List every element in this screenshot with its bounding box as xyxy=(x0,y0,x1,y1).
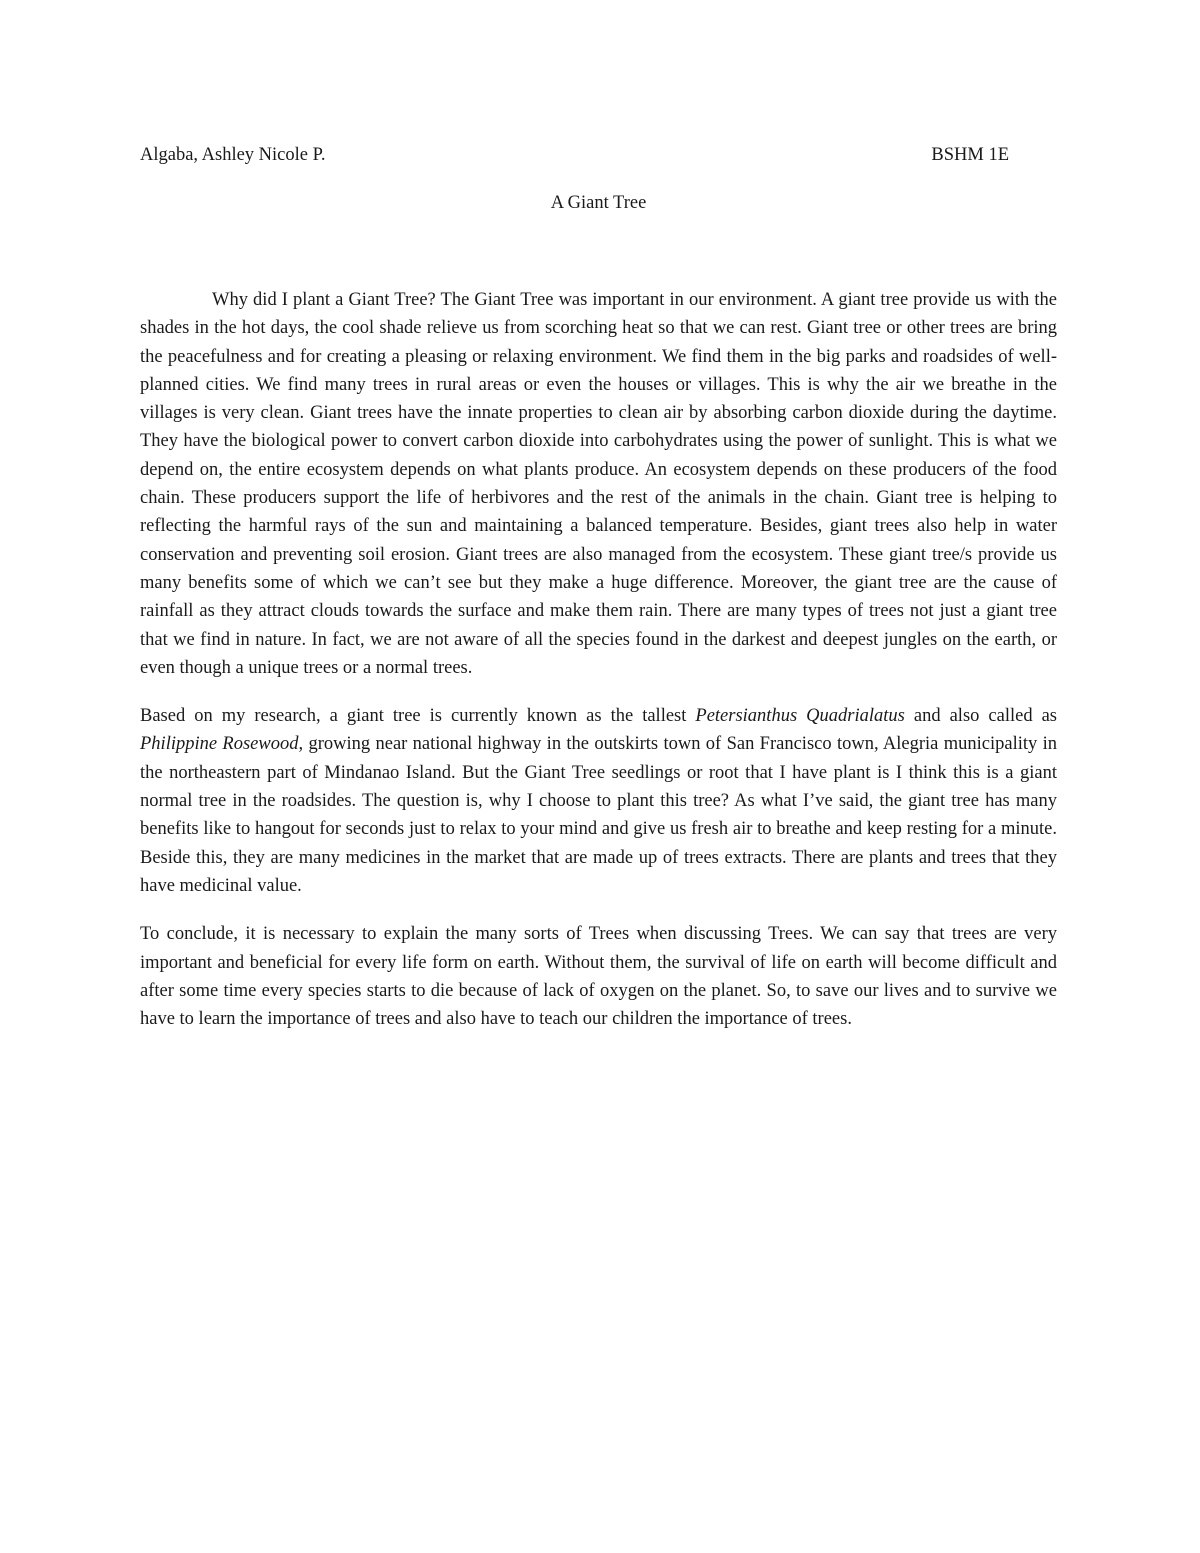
document-page xyxy=(140,142,1057,1053)
scientific-name: Petersianthus Quadrialatus xyxy=(695,706,905,727)
paragraph-1 xyxy=(140,286,1057,682)
paragraph-2-text-a: Based on my research, a giant tree is currently known as the tallest xyxy=(140,706,696,727)
author-name: Algaba, Ashley Nicole P. xyxy=(140,145,326,165)
paragraph-2-text-b: and also called as xyxy=(904,706,1057,727)
document-title: A Giant Tree xyxy=(550,193,647,213)
header-row xyxy=(140,142,1009,168)
common-name: Philippine Rosewood xyxy=(140,734,299,755)
paragraph-2 xyxy=(140,702,1057,900)
paragraph-2-text-c: , growing near national highway in the outskirts town of San Francisco town, Alegria municipality in the northeastern part of Mindanao Island. But the Giant Tree seedlings or root that I have plant is I think this is a giant normal tree in the roadsides. The question is, why I choose to plant this tree? As what I’ve said, the giant tree has many benefits like to hangout for seconds just to relax to your mind and give us fresh air to breathe and keep resting for a minute. Beside this, they are many medicines in the market that are made up of trees extracts. There are plants and trees that they have medicinal value. xyxy=(140,734,1057,896)
paragraph-3-text: To conclude, it is necessary to explain the many sorts of Trees when discussing Trees. We can say that trees are very important and beneficial for every life form on earth. Without them, the survival of life on earth will become difficult and after some time every species starts to die because of lack of oxygen on the planet. So, to save our lives and to survive we have to learn the importance of trees and also have to teach our children the importance of trees. xyxy=(140,924,1057,1030)
course-code: BSHM 1E xyxy=(931,145,1009,165)
paragraph-3 xyxy=(140,920,1057,1033)
paragraph-1-text: Why did I plant a Giant Tree? The Giant Tree was important in our environment. A giant tree provide us with the shades in the hot days, the cool shade relieve us from scorching heat so that we can rest. Giant tree or other trees are bring the peacefulness and for creating a pleasing or relaxing environment. We find them in the big parks and roadsides of well-planned cities. We find many trees in rural areas or even the houses or villages. This is why the air we breathe in the villages is very clean. Giant trees have the innate properties to clean air by absorbing carbon dioxide during the daytime. They have the biological power to convert carbon dioxide into carbohydrates using the power of sunlight. This is what we depend on, the entire ecosystem depends on what plants produce. An ecosystem depends on these producers of the food chain. These producers support the life of herbivores and the rest of the animals in the chain. Giant tree is helping to reflecting the harmful rays of the sun and maintaining a balanced temperature. Besides, giant trees also help in water conservation and preventing soil erosion. Giant trees are also managed from the ecosystem. These giant tree/s provide us many benefits some of which we can’t see but they make a huge difference. Moreover, the giant tree are the cause of rainfall as they attract clouds towards the surface and make them rain. There are many types of trees not just a giant tree that we find in nature. In fact, we are not aware of all the species found in the darkest and deepest jungles on the earth, or even though a unique trees or a normal trees. xyxy=(140,290,1057,678)
